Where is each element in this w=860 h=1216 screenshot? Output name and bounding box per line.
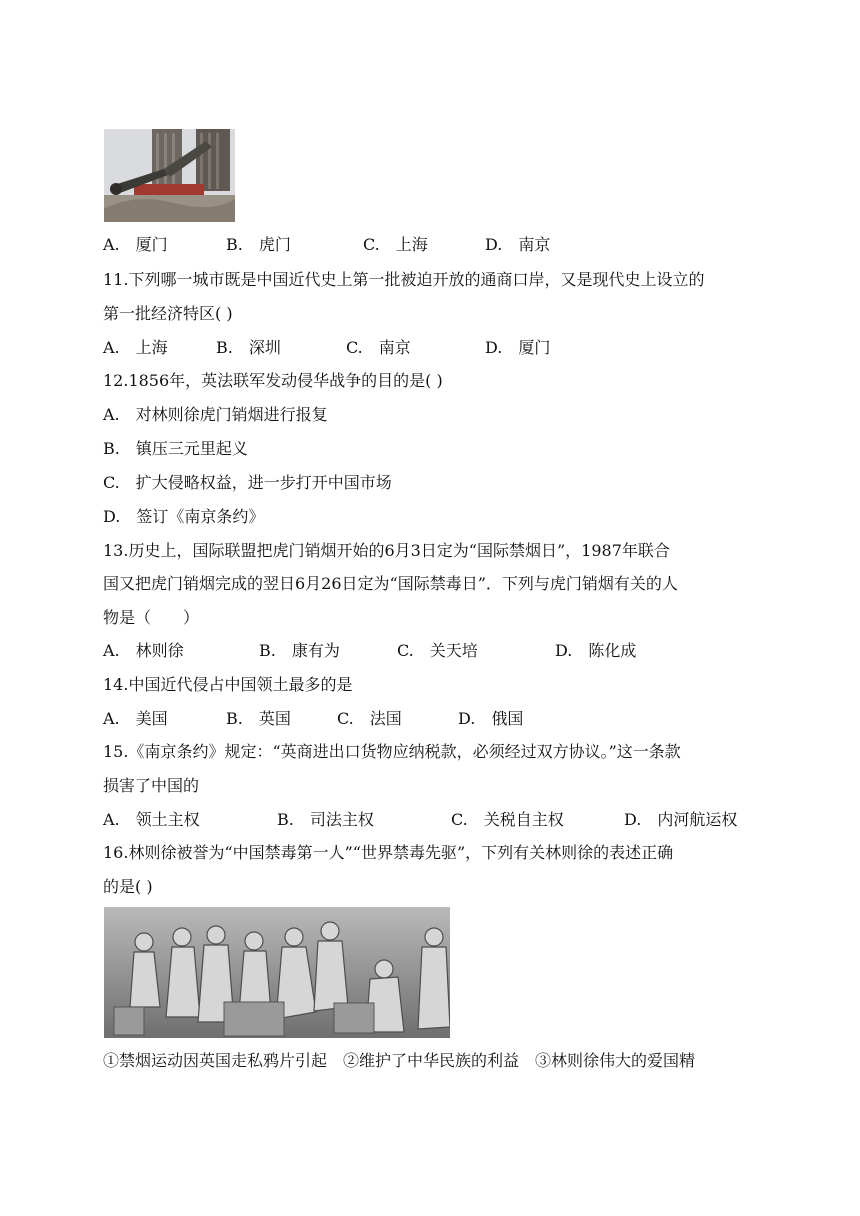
- q12-option-b: B. 镇压三元里起义: [103, 439, 248, 458]
- q14-stem: 14.中国近代侵占中国领土最多的是: [103, 675, 353, 694]
- q15-option-b: B. 司法主权: [277, 810, 374, 829]
- q16-stem-line1: 16.林则徐被誉为“中国禁毒第一人”“世界禁毒先驱”，下列有关林则徐的表述正确: [103, 843, 674, 862]
- q13-option-a: A. 林则徐: [103, 641, 184, 660]
- q12-stem: 12.1856年，英法联军发动侵华战争的目的是( ): [103, 371, 443, 390]
- q13-stem-line3: 物是（ ）: [103, 608, 200, 627]
- q10-option-b: B. 虎门: [226, 235, 291, 254]
- monument-photo: [104, 129, 235, 222]
- q14-option-d: D. 俄国: [458, 709, 524, 728]
- q15-option-a: A. 领土主权: [103, 810, 200, 829]
- q14-option-c: C. 法国: [337, 709, 402, 728]
- q10-option-d: D. 南京: [485, 235, 551, 254]
- q11-option-d: D. 厦门: [485, 338, 551, 357]
- q13-stem-line1: 13.历史上，国际联盟把虎门销烟开始的6月3日定为“国际禁烟日”，1987年联合: [103, 541, 670, 560]
- relief-sculpture-photo: [104, 907, 450, 1038]
- q13-stem-line2: 国又把虎门销烟完成的翌日6月26日定为“国际禁毒日”．下列与虎门销烟有关的人: [103, 574, 678, 593]
- q13-option-b: B. 康有为: [259, 641, 340, 660]
- q16-stem-line2: 的是( ): [103, 877, 153, 896]
- q12-option-a: A. 对林则徐虎门销烟进行报复: [103, 405, 328, 424]
- q13-option-c: C. 关天培: [397, 641, 478, 660]
- q14-option-b: B. 英国: [226, 709, 291, 728]
- q11-option-b: B. 深圳: [216, 338, 281, 357]
- q15-option-c: C. 关税自主权: [451, 810, 564, 829]
- q12-option-c: C. 扩大侵略权益，进一步打开中国市场: [103, 473, 392, 492]
- q10-option-c: C. 上海: [363, 235, 428, 254]
- q11-stem-line1: 11.下列哪一城市既是中国近代史上第一批被迫开放的通商口岸，又是现代史上设立的: [103, 270, 705, 289]
- q13-option-d: D. 陈化成: [555, 641, 637, 660]
- q12-option-d: D. 签订《南京条约》: [103, 507, 265, 526]
- q15-option-d: D. 内河航运权: [624, 810, 738, 829]
- q10-option-a: A. 厦门: [103, 235, 168, 254]
- q11-option-a: A. 上海: [103, 338, 168, 357]
- q15-stem-line2: 损害了中国的: [103, 776, 200, 795]
- q16-statement-line: ①禁烟运动因英国走私鸦片引起 ②维护了中华民族的利益 ③林则徐伟大的爱国精: [103, 1051, 696, 1070]
- q11-stem-line2: 第一批经济特区( ): [103, 304, 233, 323]
- q15-stem-line1: 15.《南京条约》规定：“英商进出口货物应纳税款，必须经过双方协议。”这一条款: [103, 742, 681, 761]
- q14-option-a: A. 美国: [103, 709, 168, 728]
- q11-option-c: C. 南京: [346, 338, 411, 357]
